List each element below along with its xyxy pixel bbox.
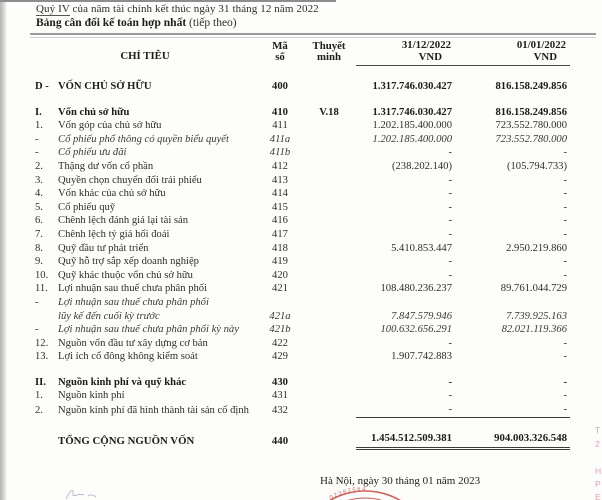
cell-value1: - — [448, 147, 452, 159]
cell-value1: (238.202.140) — [391, 160, 452, 172]
table-row — [32, 364, 570, 390]
cell-no: 11. — [35, 283, 48, 295]
table-row — [32, 146, 570, 160]
company-stamp-icon — [300, 487, 430, 500]
table-row — [32, 310, 570, 324]
cell-value2: - — [563, 390, 567, 402]
cell-note — [302, 389, 356, 403]
cell-value2: - — [563, 174, 567, 186]
cell-no: - — [35, 133, 39, 145]
cell-code: 431 — [272, 390, 288, 402]
cell-value2: - — [563, 351, 567, 363]
cell-value1: - — [448, 201, 452, 213]
cell-code: 421 — [272, 283, 288, 295]
cell-value1: - — [448, 215, 452, 227]
cell-value2: - — [563, 269, 567, 281]
cell-label: VỐN CHỦ SỞ HỮU — [58, 81, 152, 92]
table-row — [32, 201, 570, 215]
cell-code — [258, 296, 302, 310]
cell-value1: - — [448, 174, 452, 186]
cell-note — [302, 146, 356, 160]
cell-code: 414 — [272, 188, 288, 200]
cell-value2: 904.003.326.548 — [455, 417, 570, 449]
table-row — [32, 282, 570, 296]
cell-code: 422 — [272, 337, 288, 349]
table-row — [32, 119, 570, 133]
cell-label: Chênh lệch tỷ giá hối đoái — [58, 228, 170, 240]
cell-no — [32, 417, 58, 449]
col-header-date2 — [455, 40, 570, 66]
table-row — [32, 337, 570, 351]
cell-note — [302, 255, 356, 269]
cell-no: 2. — [35, 160, 43, 172]
cell-no: 2. — [35, 404, 43, 416]
cell-label: Quyền chọn chuyển đổi trái phiếu — [58, 174, 202, 186]
cell-label: Quỹ đầu tư phát triển — [58, 242, 149, 254]
cell-label: TỔNG CỘNG NGUỒN VỐN — [58, 435, 195, 448]
cell-value1: - — [448, 376, 452, 388]
cell-code: 418 — [272, 242, 288, 254]
cell-label: Nguồn kinh phí — [58, 390, 125, 402]
col-header-date1 — [356, 40, 455, 66]
cell-value1: - — [448, 337, 452, 349]
cell-value2: - — [563, 201, 567, 213]
table-row — [32, 389, 570, 403]
cell-value1: 1.202.185.400.000 — [372, 133, 452, 145]
cell-value1: 1.317.746.030.427 — [372, 81, 452, 92]
cell-no: - — [35, 147, 39, 159]
cell-code: 410 — [272, 106, 288, 118]
cell-value2: 723.552.780.000 — [495, 120, 567, 132]
cell-value1: 100.632.656.291 — [380, 324, 452, 336]
cell-value2: - — [563, 188, 567, 200]
cell-note — [302, 282, 356, 296]
cell-value1: - — [448, 404, 452, 416]
col-header-note — [302, 40, 356, 66]
cell-value2: - — [563, 147, 567, 159]
title-rule — [30, 33, 596, 38]
cell-code: 432 — [272, 404, 288, 416]
date2-label: 01/01/2022 — [516, 39, 566, 51]
cell-code: 440 — [271, 435, 289, 448]
cell-value2: - — [563, 376, 567, 388]
cell-value2: 82.021.119.366 — [501, 324, 567, 336]
col-header-code-l2: số — [275, 51, 285, 63]
cell-value1 — [356, 296, 455, 310]
cell-label: Cổ phiếu ưu đãi — [58, 147, 127, 159]
cell-note — [302, 133, 356, 147]
cell-code: 411 — [272, 120, 288, 132]
cell-no: - — [35, 296, 39, 308]
period-rest: của năm tài chính kết thúc ngày 31 tháng 12 năm 2022 — [69, 3, 319, 15]
cell-no: II. — [35, 376, 46, 388]
cell-no: 4. — [35, 188, 43, 200]
cell-label: Vốn khác của chủ sở hữu — [58, 188, 166, 200]
cell-value1: - — [448, 188, 452, 200]
cell-note — [302, 337, 356, 351]
col-header-item: CHỈ TIÊU — [120, 50, 170, 62]
col-header-note-l2: minh — [316, 51, 341, 63]
cell-label: Vốn góp của chủ sở hữu — [58, 120, 162, 132]
cell-no: 12. — [35, 337, 49, 349]
cell-note — [302, 323, 356, 337]
cell-label: Thặng dư vốn cổ phần — [58, 160, 154, 172]
cell-value1: 1.202.185.400.000 — [372, 120, 452, 132]
scan-edge-top — [0, 0, 336, 2]
statement-title-main: Bảng cân đối kế toán hợp nhất — [36, 17, 187, 29]
total-row — [32, 417, 570, 449]
cell-note — [302, 228, 356, 242]
cell-label: Cổ phiếu quỹ — [58, 201, 116, 213]
table-row — [32, 160, 570, 174]
cell-value1: - — [448, 228, 452, 240]
cell-label: Vốn chủ sở hữu — [58, 106, 130, 118]
cell-value2: 7.739.925.163 — [506, 310, 567, 322]
cell-value2: (105.794.733) — [506, 160, 567, 172]
cell-label: Nguồn kinh phí và quỹ khác — [58, 376, 187, 388]
cell-code: 419 — [272, 256, 288, 268]
cell-label: Nguồn vốn đầu tư xây dựng cơ bản — [58, 337, 208, 349]
table-row — [32, 403, 570, 417]
document-header — [36, 3, 596, 29]
table-row — [32, 323, 570, 337]
cell-code: 430 — [272, 376, 288, 388]
cell-value2: 816.158.249.856 — [495, 106, 567, 118]
cell-value1: 7.847.579.946 — [391, 310, 452, 322]
cell-no: 3. — [35, 174, 43, 186]
cell-label: Lợi nhuận sau thuế chưa phân phối kỳ này — [58, 324, 239, 336]
cell-code: 417 — [272, 228, 288, 240]
cell-code: 421b — [269, 324, 291, 336]
cell-value1: - — [448, 269, 452, 281]
cell-value2: 816.158.249.856 — [495, 81, 567, 92]
cell-value2: - — [563, 337, 567, 349]
cell-label: Lợi nhuận sau thuế chưa phân phối — [58, 283, 208, 295]
table-row — [32, 269, 570, 283]
cell-no: D - — [35, 81, 49, 92]
balance-sheet-table — [32, 40, 570, 450]
cell-label: Lợi nhuận sau thuế chưa phân phối — [58, 296, 209, 308]
cell-code: 412 — [272, 160, 288, 172]
cell-note — [302, 417, 356, 449]
cell-note — [302, 187, 356, 201]
cell-no: 8. — [35, 242, 43, 254]
cell-code: 413 — [272, 174, 288, 186]
cell-label: Cổ phiếu phổ thông có quyền biểu quyết — [58, 133, 229, 145]
table-row — [32, 133, 570, 147]
cell-value1: 5.410.853.447 — [391, 242, 452, 254]
currency1-label: VND — [418, 50, 442, 63]
table-row — [32, 66, 570, 94]
table-row — [32, 228, 570, 242]
currency2-label: VND — [533, 50, 557, 63]
cell-value2: 723.552.780.000 — [495, 133, 567, 145]
period-line — [36, 3, 596, 15]
cell-no: 1. — [35, 390, 43, 402]
cell-code: 415 — [272, 201, 288, 213]
col-header-note-l1: Thuyết — [312, 39, 346, 52]
table-row — [32, 350, 570, 364]
cell-value2: - — [563, 215, 567, 227]
cell-note — [302, 174, 356, 188]
col-header-code — [258, 40, 302, 66]
red-ink-edge-fragments: T 2 H P E — [595, 425, 602, 500]
cell-no — [32, 310, 58, 324]
date1-label: 31/12/2022 — [401, 39, 451, 51]
cell-note — [302, 310, 356, 324]
cell-no: 10. — [35, 269, 49, 281]
cell-label: Chênh lệch đánh giá lại tài sản — [58, 215, 189, 227]
cell-value2: - — [563, 228, 567, 240]
cell-label: Quỹ hỗ trợ sắp xếp doanh nghiệp — [58, 256, 199, 268]
cell-code: 420 — [272, 269, 288, 281]
footer-date-line: Hà Nội, ngày 30 tháng 01 năm 2023 — [320, 475, 481, 487]
cell-note — [302, 66, 356, 94]
cell-note — [302, 214, 356, 228]
table-header — [32, 40, 570, 66]
cell-note — [302, 403, 356, 417]
cell-note — [302, 269, 356, 283]
table-row — [32, 255, 570, 269]
table-row — [32, 174, 570, 188]
cell-value1: - — [448, 256, 452, 268]
cell-no: 1. — [35, 120, 43, 132]
cell-label: Lợi ích cổ đông không kiểm soát — [58, 351, 198, 363]
cell-note — [302, 350, 356, 364]
cell-label: Quỹ khác thuộc vốn chủ sở hữu — [58, 269, 193, 281]
table-row — [32, 187, 570, 201]
table-row — [32, 214, 570, 228]
cell-code: 421a — [269, 310, 291, 322]
cell-label: Nguồn kinh phí đã hình thành tài sản cố định — [58, 404, 249, 416]
cell-value1: 1.454.512.509.381 — [356, 417, 455, 449]
cell-no: 5. — [35, 201, 43, 213]
cell-note — [302, 201, 356, 215]
cell-code: 411a — [269, 133, 291, 145]
table-row — [32, 94, 570, 120]
table-row — [32, 242, 570, 256]
cell-no: I. — [35, 106, 42, 118]
signature-mark — [60, 486, 120, 500]
cell-note — [302, 160, 356, 174]
cell-value2: - — [563, 404, 567, 416]
cell-label: lũy kế đến cuối kỳ trước — [58, 310, 160, 322]
statement-title — [36, 17, 596, 29]
cell-value1: - — [448, 390, 452, 402]
cell-value1: 1.907.742.883 — [391, 351, 452, 363]
period-word: Quý IV — [36, 3, 70, 15]
cell-no: 6. — [35, 215, 43, 227]
scan-edge-left — [0, 0, 7, 500]
cell-value2: 89.761.044.729 — [500, 283, 567, 295]
cell-code: 400 — [272, 81, 288, 92]
statement-title-suffix: (tiếp theo) — [186, 17, 237, 29]
cell-code: 429 — [272, 351, 288, 363]
cell-value2: - — [563, 256, 567, 268]
cell-note — [302, 242, 356, 256]
cell-note — [302, 364, 356, 390]
table-body — [32, 66, 570, 449]
table-row — [32, 296, 570, 310]
cell-note — [302, 296, 356, 310]
cell-no: 7. — [35, 228, 43, 240]
cell-no: 13. — [35, 351, 49, 363]
cell-no: 9. — [35, 256, 43, 268]
stamp-digits: 0 2 3 8 2 5 6 4 — [328, 487, 366, 500]
cell-no: - — [35, 324, 39, 336]
cell-note — [302, 119, 356, 133]
cell-note: V.18 — [319, 106, 339, 118]
cell-value1: 1.317.746.030.427 — [372, 106, 452, 118]
cell-value2 — [455, 296, 570, 310]
cell-code: 411b — [269, 147, 291, 159]
col-header-code-l1: Mã — [272, 39, 288, 52]
cell-value1: 108.480.236.237 — [380, 283, 452, 295]
cell-value2: 2.950.219.860 — [506, 242, 567, 254]
cell-code: 416 — [272, 215, 288, 227]
